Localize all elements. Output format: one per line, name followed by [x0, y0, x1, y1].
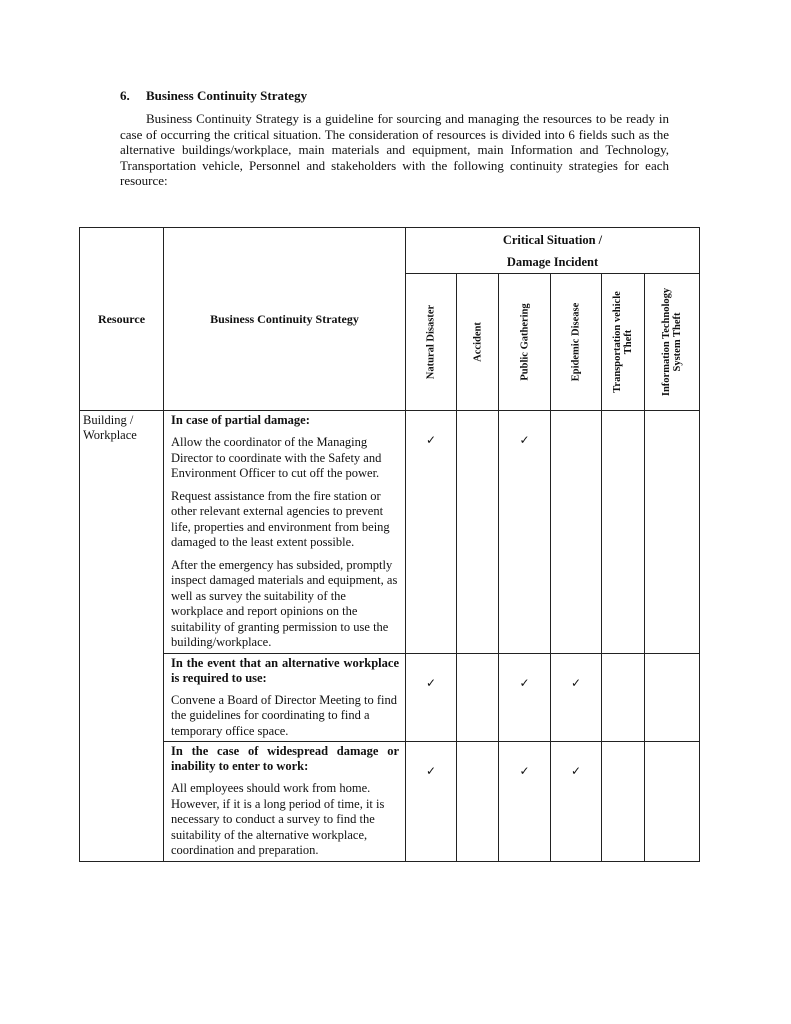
header-incident	[551, 274, 602, 411]
incident-check-cell	[602, 742, 645, 862]
strategy-cell	[164, 742, 406, 862]
incident-check-cell	[457, 653, 499, 742]
incident-check-cell	[457, 411, 499, 654]
header-incident-label	[571, 303, 582, 381]
check-mark-icon: ✓	[570, 675, 582, 690]
resource-label-line: Workplace	[83, 428, 137, 442]
incident-check-cell	[406, 653, 457, 742]
table-row	[80, 653, 700, 742]
check-mark-icon: ✓	[425, 433, 437, 447]
incident-check-cell	[602, 411, 645, 654]
resource-cell	[80, 411, 164, 862]
header-incident-label	[612, 291, 634, 393]
table-row	[80, 742, 700, 862]
check-mark-icon: ✓	[425, 675, 437, 690]
header-incident-label-line: Natural Disaster	[425, 304, 437, 380]
incident-check-cell	[499, 411, 551, 654]
strategy-cell	[164, 411, 406, 654]
incident-check-cell	[406, 742, 457, 862]
resource-label-line: Building /	[83, 413, 134, 427]
header-incident-label	[661, 288, 683, 396]
header-incident	[406, 274, 457, 411]
incident-check-cell	[551, 411, 602, 654]
header-incident-label-line: Theft	[623, 329, 634, 355]
header-critical-situation	[406, 228, 700, 274]
incident-check-cell	[551, 742, 602, 862]
section-title: Business Continuity Strategy	[146, 88, 308, 103]
header-incident-label	[426, 305, 437, 379]
incident-check-cell	[499, 742, 551, 862]
incident-check-cell	[602, 653, 645, 742]
header-incident	[457, 274, 499, 411]
strategy-paragraph: Request assistance from the fire station or other relevant external agencies to prevent life, properties and environment from being damaged to the least extent possible.	[171, 488, 390, 549]
check-mark-icon: ✓	[519, 764, 530, 778]
continuity-strategy-table	[79, 227, 700, 862]
section-heading	[120, 88, 307, 104]
incident-check-cell	[645, 411, 700, 654]
header-strategy: Business Continuity Strategy	[164, 228, 406, 411]
incident-check-cell	[457, 742, 499, 862]
header-incident-label-line: Transportation vehicle	[612, 291, 623, 393]
strategy-paragraph: Convene a Board of Director Meeting to find the guidelines for coordinating to find a temporary office space.	[171, 692, 397, 738]
header-incident-label-line: Epidemic Disease	[570, 302, 582, 382]
header-critical-line1: Critical Situation /	[502, 232, 603, 247]
header-incident-label	[519, 303, 530, 380]
strategy-paragraph: Allow the coordinator of the Managing Director to coordinate with the Safety and Environment Officer to cut off the power.	[171, 435, 382, 480]
header-critical-line2: Damage Incident	[506, 254, 599, 269]
check-mark-icon: ✓	[519, 675, 530, 690]
strategy-paragraph: After the emergency has subsided, promptly inspect damaged materials and equipment, as well as survey the suitability of the workplace and report opinions on the suitability of granting permission to use the building/workplace.	[171, 557, 398, 649]
strategy-title: In the event that an alternative workplace is required to use:	[171, 655, 399, 685]
incident-check-cell	[551, 653, 602, 742]
check-mark-icon: ✓	[425, 764, 437, 778]
check-mark-icon: ✓	[570, 764, 582, 778]
header-incident-label-line: Public Gathering	[519, 303, 530, 381]
strategy-cell	[164, 653, 406, 742]
incident-check-cell	[645, 653, 700, 742]
strategy-title: In the case of widespread damage or inability to enter to work:	[171, 744, 399, 773]
check-mark-icon: ✓	[519, 433, 530, 447]
header-incident-label-line: Information Technology	[661, 287, 672, 397]
header-incident-label-line: Accident	[472, 322, 483, 362]
table-row	[80, 411, 700, 654]
strategy-title: In case of partial damage:	[171, 413, 310, 427]
table-body	[80, 411, 700, 862]
header-incident	[645, 274, 700, 411]
header-incident	[499, 274, 551, 411]
incident-check-cell	[499, 653, 551, 742]
header-incident	[602, 274, 645, 411]
section-number: 6.	[120, 88, 130, 103]
header-incident-label-line: System Theft	[672, 312, 683, 372]
intro-paragraph: Business Continuity Strategy is a guideline for sourcing and managing the resources to be ready in case of occurring the critical situation. The consideration of resources is divided into 6 fields such as the alternative buildings/workplace, main materials and equipment, main Information and Technology, Transportation vehicle, Personnel and stakeholders with the following continuity strategies for each resource:	[120, 111, 669, 189]
header-resource: Resource	[80, 228, 164, 411]
header-incident-label	[472, 322, 483, 362]
incident-check-cell	[406, 411, 457, 654]
incident-check-cell	[645, 742, 700, 862]
strategy-paragraph: All employees should work from home. However, if it is a long period of time, it is necessary to conduct a survey to find the suitability of the alternative workplace, coordination and preparation.	[171, 781, 385, 857]
